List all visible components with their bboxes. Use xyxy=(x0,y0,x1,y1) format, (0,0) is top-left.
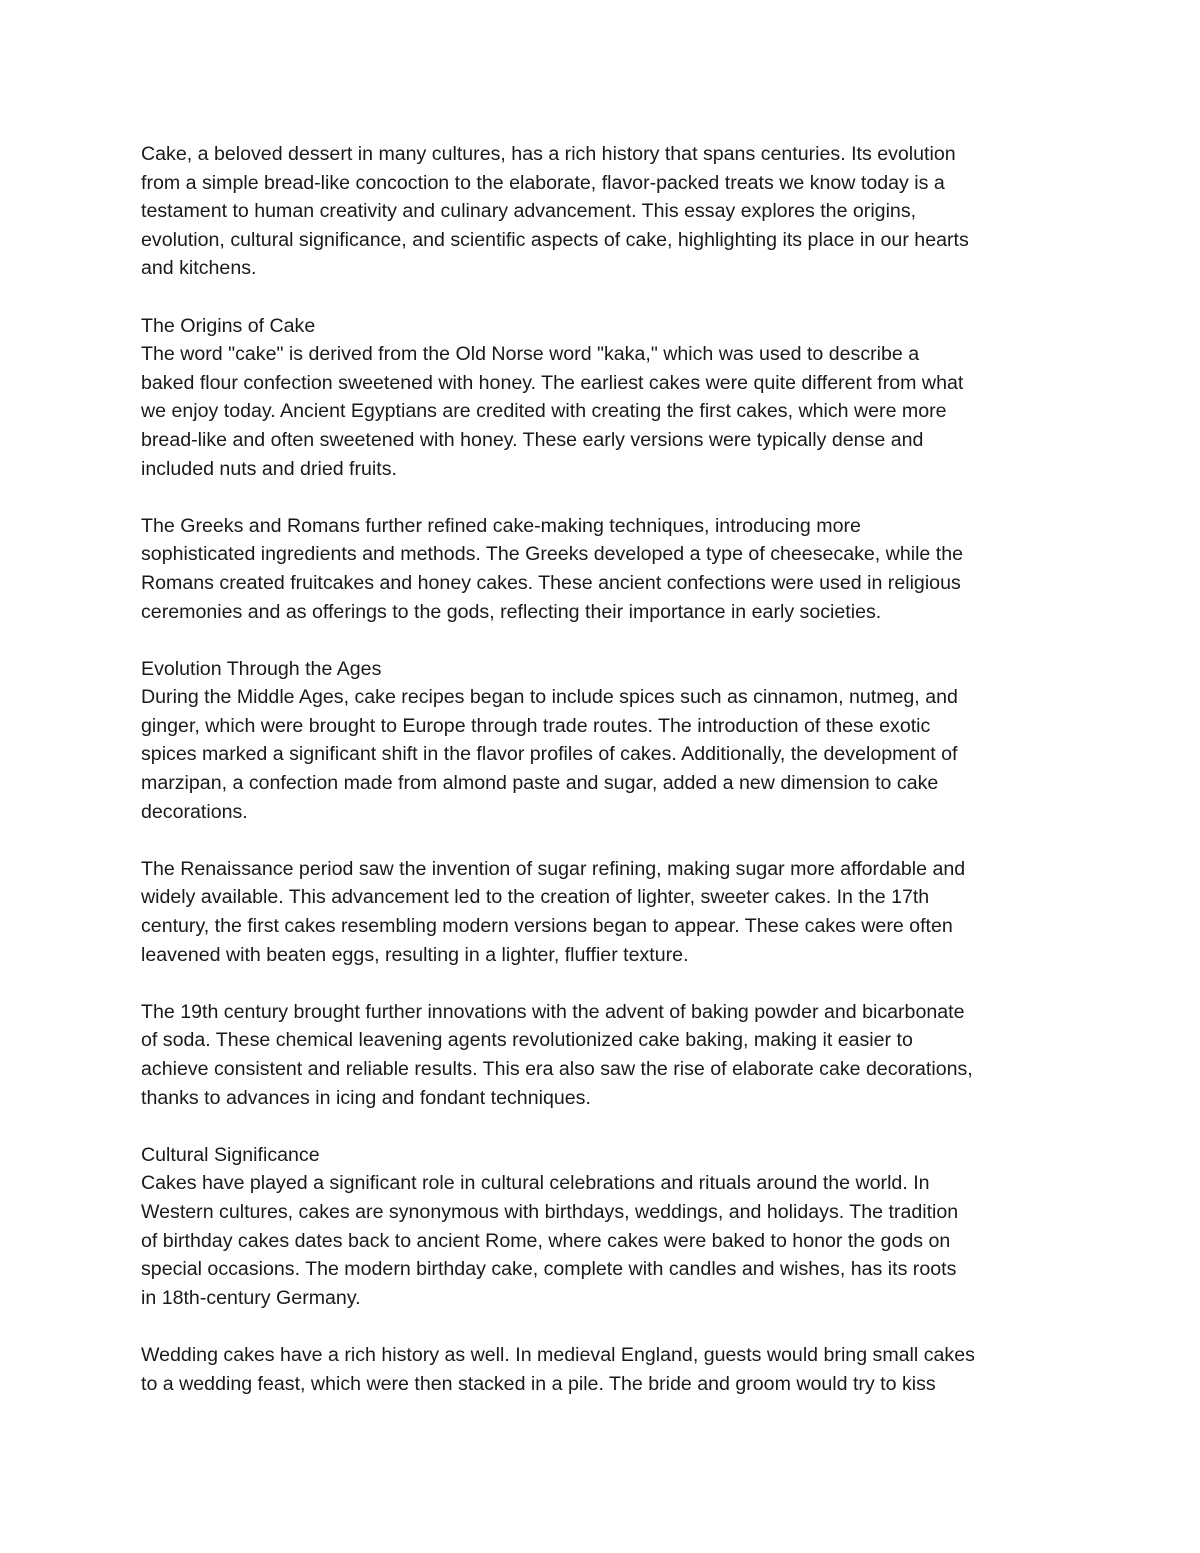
paragraph xyxy=(141,140,1066,283)
text-line: from a simple bread-like concoction to the elaborate, flavor-packed treats we know today is a xyxy=(141,171,945,194)
text-line: achieve consistent and reliable results. This era also saw the rise of elaborate cake decorations, xyxy=(141,1058,973,1080)
section-heading: Evolution Through the Ages xyxy=(141,657,382,680)
text-line: sophisticated ingredients and methods. The Greeks developed a type of cheesecake, while the xyxy=(141,543,963,566)
section-heading: The Origins of Cake xyxy=(141,314,316,337)
text-line: Western cultures, cakes are synonymous with birthdays, weddings, and holidays. The tradition xyxy=(141,1200,959,1223)
text-line: of birthday cakes dates back to ancient Rome, where cakes were baked to honor the gods on xyxy=(141,1229,951,1252)
text-line: we enjoy today. Ancient Egyptians are credited with creating the first cakes, which were more xyxy=(141,400,947,423)
text-line: Romans created fruitcakes and honey cakes. These ancient confections were used in religious xyxy=(141,571,961,594)
text-line: ginger, which were brought to Europe through trade routes. The introduction of these exotic xyxy=(141,714,931,737)
text-line: decorations. xyxy=(141,800,248,823)
text-line: spices marked a significant shift in the flavor profiles of cakes. Additionally, the development of xyxy=(141,743,958,766)
text-line: testament to human creativity and culinary advancement. This essay explores the origins, xyxy=(141,200,917,223)
text-line: evolution, cultural significance, and scientific aspects of cake, highlighting its place in our hearts xyxy=(141,228,969,251)
text-line: bread-like and often sweetened with honey. These early versions were typically dense and xyxy=(141,428,924,451)
text-line: Cakes have played a significant role in cultural celebrations and rituals around the world. In xyxy=(141,1172,930,1195)
text-line: special occasions. The modern birthday cake, complete with candles and wishes, has its roots xyxy=(141,1258,957,1281)
section-paragraph xyxy=(141,312,1066,484)
paragraph xyxy=(141,1341,1066,1398)
text-line: The Renaissance period saw the invention of sugar refining, making sugar more affordable and xyxy=(141,857,966,880)
text-line: baked flour confection sweetened with honey. The earliest cakes were quite different from what xyxy=(141,371,964,394)
text-line: marzipan, a confection made from almond paste and sugar, added a new dimension to cake xyxy=(141,772,939,795)
text-line: The 19th century brought further innovations with the advent of baking powder and bicarbonate xyxy=(141,1000,965,1023)
text-line: thanks to advances in icing and fondant techniques. xyxy=(141,1086,591,1109)
text-line: leavened with beaten eggs, resulting in a lighter, fluffier texture. xyxy=(141,943,689,966)
text-line: During the Middle Ages, cake recipes began to include spices such as cinnamon, nutmeg, and xyxy=(141,686,958,709)
text-line: included nuts and dried fruits. xyxy=(141,457,397,480)
paragraph xyxy=(141,855,1066,969)
text-line: to a wedding feast, which were then stacked in a pile. The bride and groom would try to kiss xyxy=(141,1372,936,1395)
text-line: widely available. This advancement led to the creation of lighter, sweeter cakes. In the 17th xyxy=(141,886,930,909)
paragraph xyxy=(141,512,1066,626)
text-line: Cake, a beloved dessert in many cultures, has a rich history that spans centuries. Its evolution xyxy=(141,143,956,165)
text-line: century, the first cakes resembling modern versions began to appear. These cakes were often xyxy=(141,915,953,938)
text-line: The word "cake" is derived from the Old Norse word "kaka," which was used to describe a xyxy=(141,343,920,366)
text-line: Wedding cakes have a rich history as well. In medieval England, guests would bring small cakes xyxy=(141,1343,975,1366)
section-heading: Cultural Significance xyxy=(141,1143,320,1166)
document-body xyxy=(141,140,1066,1427)
text-line: in 18th-century Germany. xyxy=(141,1286,361,1309)
section-paragraph xyxy=(141,1141,1066,1313)
text-line: The Greeks and Romans further refined cake-making techniques, introducing more xyxy=(141,514,861,537)
paragraph xyxy=(141,998,1066,1112)
text-line: ceremonies and as offerings to the gods, reflecting their importance in early societies. xyxy=(141,600,882,623)
text-line: and kitchens. xyxy=(141,257,257,280)
text-line: of soda. These chemical leavening agents revolutionized cake baking, making it easier to xyxy=(141,1029,913,1052)
section-paragraph xyxy=(141,655,1066,827)
